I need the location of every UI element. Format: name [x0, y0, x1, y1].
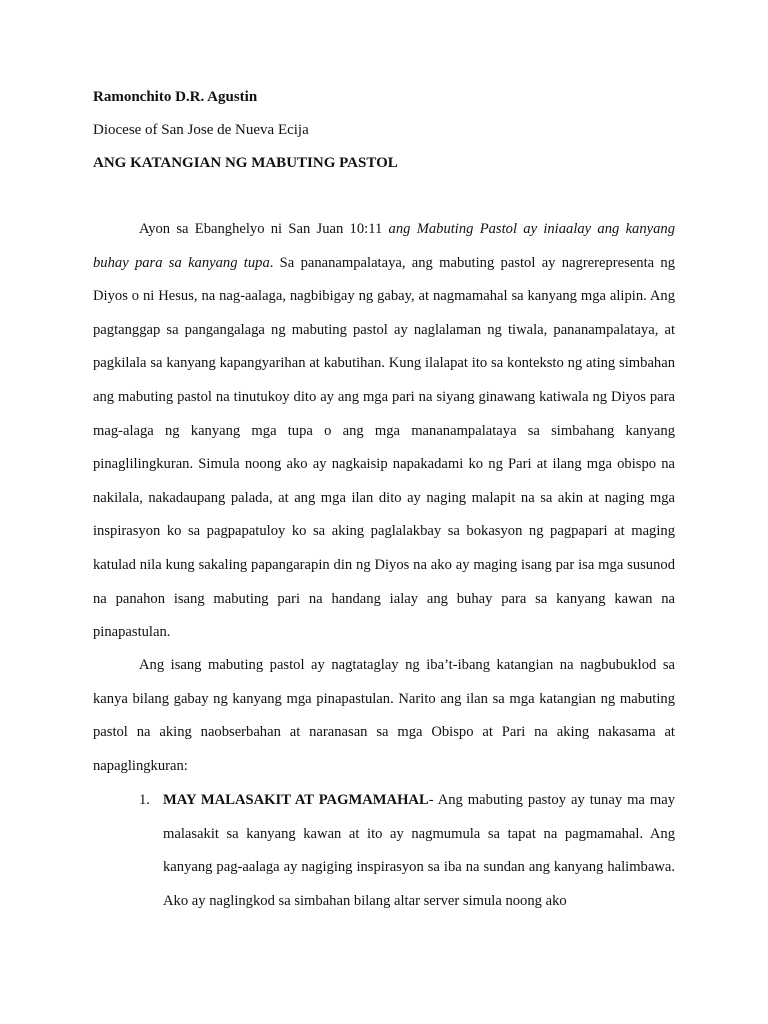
list-item-text: - Ang mabuting pastoy ay tunay ma may malasakit sa kanyang kawan at ito ay nagmumula sa tapat na pagmamahal. Ang kanyang pag-aalaga ay nagiging inspirasyon sa iba na sundan ang kanyang halimbawa. Ako ay naglingkod sa simbahan bilang altar server simula noong ako: [163, 792, 675, 909]
document-title: ANG KATANGIAN NG MABUTING PASTOL: [93, 155, 398, 171]
body-paragraph-2: Ang isang mabuting pastol ay nagtataglay ng iba’t-ibang katangian na nagbubuklod sa kanya bilang gabay ng kanyang mga pinapastulan. Narito ang ilan sa mga katangian ng mabuting pastol na aking naobserbahan at naranasan sa mga Obispo at Pari na aking nakasama at napaglingkuran:: [93, 657, 675, 774]
gospel-quote: ang Mabuting Pastol ay iniaalay ang kanyang buhay para sa kanyang tupa: [93, 221, 676, 271]
paragraph-1-intro: Ayon sa Ebanghelyo ni San Juan 10:11: [139, 221, 389, 237]
list-item-heading: MAY MALASAKIT AT PAGMAMAHAL: [163, 792, 429, 808]
list-item-number: 1.: [139, 792, 150, 808]
body-paragraph-1: [93, 213, 675, 650]
list-item-body: [163, 784, 675, 918]
diocese-name: Diocese of San Jose de Nueva Ecija: [93, 122, 309, 138]
paragraph-1-rest: . Sa pananampalataya, ang mabuting pastol ay nagrerepresenta ng Diyos o ni Hesus, na nag-aalaga, nagbibigay ng gabay, at nagmamahal sa kanyang mga alipin. Ang pagtanggap sa pangangalaga ng mabuting pastol ay naglalaman ng tiwala, pananampalataya, at pagkilala sa kanyang kapangyarihan at kabutihan. Kung ilalapat ito sa konteksto ng ating simbahan ang mabuting pastol na tinutukoy dito ay ang mga pari na siyang ginawang katiwala ng Diyos para mag-alaga ng kanyang mga tupa o ang mga mananampalataya sa simbahang kanyang pinaglilingkuran. Simula noong ako ay nagkaisip napakadami ko ng Pari at ilang mga obispo na nakilala, nakadaupang palada, at ang mga ilan dito ay naging malapit na sa akin at naging mga inspirasyon ko sa pagpapatuloy ko sa aking paglalakbay sa bokasyon ng pagpapari at maging katulad nila kung sakaling papangarapin din ng Diyos na ako ay maging isang par isa mga susunod na panahon isang mabuting pari na handang ialay ang buhay para sa kanyang kawan na pinapastulan.: [93, 254, 675, 641]
author-name: Ramonchito D.R. Agustin: [93, 89, 258, 105]
